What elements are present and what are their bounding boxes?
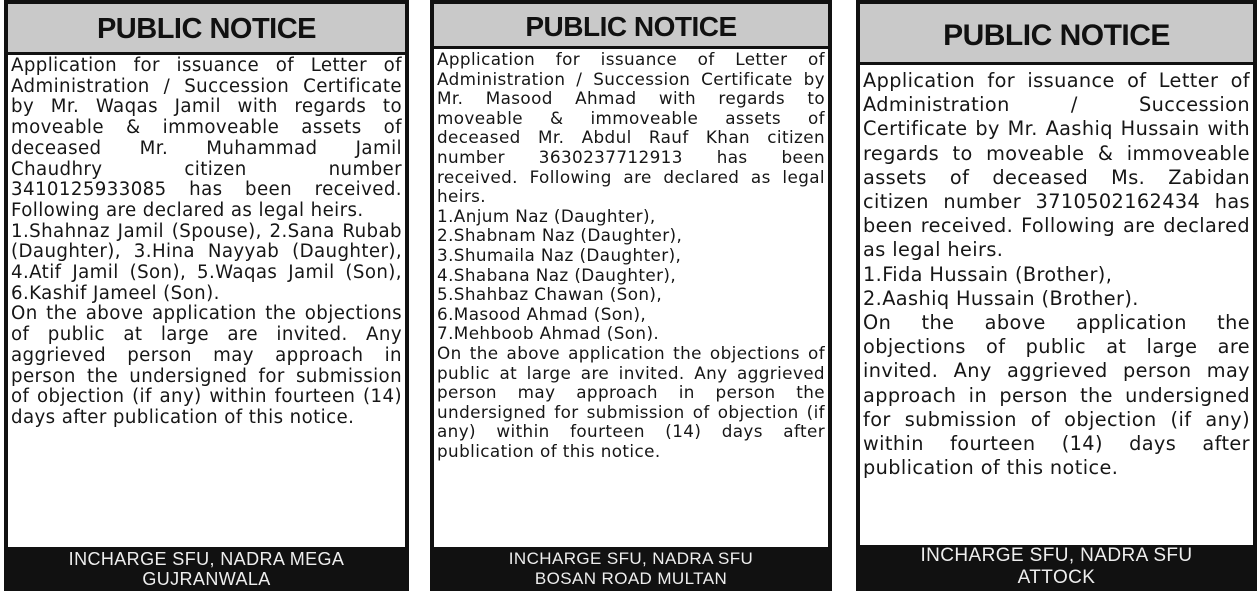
public-notice-gujranwala (4, 0, 409, 591)
footer-city: ATTOCK (1017, 567, 1096, 588)
notice-intro: Application for issuance of Letter of Administration / Succession Certificate by Mr. Waqas Jamil with regards to moveable & immoveable assets of deceased Mr. Muhammad Jamil Chaudhry citizen number 3410125933085 has been received. Following are declared as legal heirs. (11, 55, 402, 221)
legal-heir-7: 7.Mehboob Ahmad (Son). (437, 323, 660, 344)
notice-footer (434, 547, 828, 591)
legal-heir-2: 2.Aashiq Hussain (Brother). (863, 286, 1139, 310)
objection-paragraph: On the above application the objections of public at large are invited. Any aggrieved person may approach in person the undersigned for submission of objection (if any) within fourteen (14) days after publication of this notice. (437, 342, 825, 461)
notice-heading: PUBLIC NOTICE (860, 4, 1253, 65)
notice-heading: PUBLIC NOTICE (434, 4, 828, 49)
legal-heir-2: 2.Shabnam Naz (Daughter), (437, 225, 683, 246)
legal-heir-6: 6.Masood Ahmad (Son), (437, 303, 647, 324)
objection-paragraph: On the above application the objections of public at large are invited. Any aggrieved person may approach in person the undersigned for submission of objection (if any) within fourteen (14) days after publication of this notice. (863, 311, 1250, 480)
notice-body (434, 49, 828, 547)
footer-office: INCHARGE SFU, NADRA SFU (920, 545, 1193, 566)
objection-paragraph: On the above application the objections of public at large are invited. Any aggrieved person may approach in person the undersigned for submission of objection (if any) within fourteen (14) days after publication of this notice. (11, 303, 402, 428)
legal-heirs-list: 1.Shahnaz Jamil (Spouse), 2.Sana Rubab (Daughter), 3.Hina Nayyab (Daughter), 4.Atif Jamil (Son), 5.Waqas Jamil (Son), 6.Kashif Jameel (Son). (11, 220, 402, 304)
notice-body (8, 55, 405, 547)
public-notice-multan (430, 0, 832, 591)
public-notice-attock (856, 0, 1257, 591)
footer-office: INCHARGE SFU, NADRA SFU (508, 549, 754, 568)
notice-footer (8, 547, 405, 591)
footer-city: GUJRANWALA (142, 569, 271, 589)
legal-heir-1: 1.Fida Hussain (Brother), (863, 262, 1113, 286)
legal-heir-1: 1.Anjum Naz (Daughter), (437, 205, 656, 226)
notice-intro: Application for issuance of Letter of Administration / Succession Certificate by Mr. Aashiq Hussain with regards to moveable & immoveable assets of deceased Ms. Zabidan citizen number 3710502162434 has been received. Following are declared as legal heirs. (863, 69, 1250, 262)
notice-heading: PUBLIC NOTICE (8, 4, 405, 55)
footer-office: INCHARGE SFU, NADRA MEGA (68, 549, 345, 569)
legal-heir-3: 3.Shumaila Naz (Daughter), (437, 244, 682, 265)
notice-footer (860, 545, 1253, 591)
legal-heir-4: 4.Shabana Naz (Daughter), (437, 264, 677, 285)
notice-intro: Application for issuance of Letter of Administration / Succession Certificate by Mr. Masood Ahmad with regards to moveable & immoveable assets of deceased Mr. Abdul Rauf Khan citizen number 3630237712913 has been received. Following are declared as legal heirs. (437, 49, 825, 207)
footer-city: BOSAN ROAD MULTAN (534, 569, 728, 588)
legal-heir-5: 5.Shahbaz Chawan (Son), (437, 284, 663, 305)
notice-body (860, 65, 1253, 545)
